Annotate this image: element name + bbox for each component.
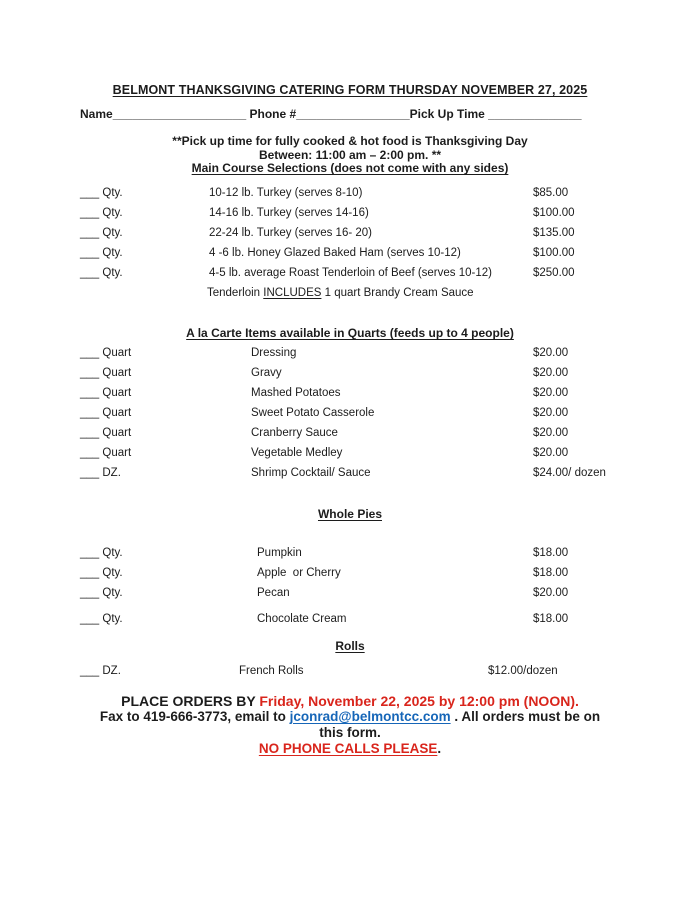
price-label: $20.00 [533,447,569,459]
item-label: French Rolls [239,665,304,677]
price-label: $12.00/dozen [488,665,558,677]
footer [0,693,700,757]
item-label: Gravy [251,367,282,379]
section-header-a-la-carte: A la Carte Items available in Quarts (feeds up to 4 people) [186,326,514,340]
pickup-notice-line-1: **Pick up time for fully cooked & hot food is Thanksgiving Day [172,134,528,148]
menu-row [0,223,700,243]
item-label: 14-16 lb. Turkey (serves 14-16) [209,207,369,219]
contact-line-continued: this form. [319,725,381,740]
price-label: $85.00 [533,187,569,199]
menu-row [0,563,700,583]
item-label: 10-12 lb. Turkey (serves 8-10) [209,187,363,199]
qty-blank: ___ Quart [80,367,132,379]
price-label: $18.00 [533,547,569,559]
tenderloin-note-post: 1 quart Brandy Cream Sauce [321,287,474,299]
menu-row [0,243,700,263]
qty-blank: ___ Quart [80,447,132,459]
menu-row [0,443,700,463]
menu-row [0,423,700,443]
item-label: Apple or Cherry [257,567,341,579]
qty-blank: ___ Qty. [80,207,123,219]
price-label: $18.00 [533,567,569,579]
rolls-rows [0,661,700,681]
phone-blank: _________________ [296,107,410,121]
item-label: 4 -6 lb. Honey Glazed Baked Ham (serves 10-12) [209,247,461,259]
contact-line [0,709,700,725]
menu-row [0,661,700,681]
price-label: $250.00 [533,267,575,279]
phone-label: Phone # [246,107,297,121]
section-header-rolls: Rolls [335,639,365,653]
order-deadline-date: Friday, November 22, 2025 by 12:00 pm (NOON). [259,693,579,709]
order-deadline-line [0,693,700,709]
contact-fields-line [80,107,640,121]
price-label: $20.00 [533,427,569,439]
name-label: Name [80,107,113,121]
order-deadline-label: PLACE ORDERS BY [121,693,260,709]
item-label: Shrimp Cocktail/ Sauce [251,467,371,479]
no-phone-calls-text: NO PHONE CALLS PLEASE [258,741,438,756]
tenderloin-note-includes: INCLUDES [263,287,322,299]
price-label: $20.00 [533,387,569,399]
name-blank: ____________________ [112,107,247,121]
menu-row [0,463,700,483]
price-label: $18.00 [533,613,569,625]
qty-blank: ___ Quart [80,427,132,439]
pickup-time-blank: ______________ [488,107,582,121]
main-course-rows [0,183,700,283]
price-label: $20.00 [533,587,569,599]
item-label: 4-5 lb. average Roast Tenderloin of Beef (serves 10-12) [209,267,492,279]
qty-blank: ___ Qty. [80,567,123,579]
item-label: Vegetable Medley [251,447,343,459]
item-label: Mashed Potatoes [251,387,341,399]
no-phone-calls-line [0,741,700,757]
section-header-main-course: Main Course Selections (does not come with any sides) [191,161,509,175]
price-label: $100.00 [533,207,575,219]
menu-row [0,343,700,363]
item-label: Cranberry Sauce [251,427,338,439]
tenderloin-note [207,286,687,300]
item-label: Sweet Potato Casserole [251,407,375,419]
menu-row [0,263,700,283]
no-phone-calls-period: . [437,741,442,756]
menu-row [0,183,700,203]
qty-blank: ___ Qty. [80,547,123,559]
menu-row [0,363,700,383]
menu-row [0,543,700,563]
menu-row [0,203,700,223]
price-label: $135.00 [533,227,575,239]
qty-blank: ___ Qty. [80,247,123,259]
qty-blank: ___ DZ. [80,665,121,677]
a-la-carte-rows [0,343,700,483]
item-label: Pumpkin [257,547,302,559]
tenderloin-note-pre: Tenderloin [207,287,264,299]
contact-line-tail: . All orders must be on [450,709,601,724]
price-label: $100.00 [533,247,575,259]
qty-blank: ___ Quart [80,387,132,399]
menu-row [0,609,700,629]
qty-blank: ___ Quart [80,347,132,359]
form-title: BELMONT THANKSGIVING CATERING FORM THURSDAY NOVEMBER 27, 2025 [112,83,588,97]
qty-blank: ___ Qty. [80,613,123,625]
price-label: $20.00 [533,367,569,379]
menu-row [0,403,700,423]
price-label: $20.00 [533,347,569,359]
price-label: $20.00 [533,407,569,419]
qty-blank: ___ DZ. [80,467,121,479]
pickup-time-label: Pick Up Time [409,107,489,121]
qty-blank: ___ Qty. [80,587,123,599]
whole-pies-rows [0,543,700,629]
fax-email-text: Fax to 419-666-3773, email to [99,709,290,724]
email-link[interactable]: jconrad@belmontcc.com [289,709,451,724]
qty-blank: ___ Qty. [80,267,123,279]
item-label: Chocolate Cream [257,613,347,625]
price-label: $24.00/ dozen [533,467,606,479]
menu-row [0,583,700,603]
section-header-whole-pies: Whole Pies [317,507,382,521]
item-label: Dressing [251,347,297,359]
item-label: 22-24 lb. Turkey (serves 16- 20) [209,227,372,239]
menu-row [0,383,700,403]
item-label: Pecan [257,587,290,599]
qty-blank: ___ Quart [80,407,132,419]
qty-blank: ___ Qty. [80,227,123,239]
pickup-notice-line-2: Between: 11:00 am – 2:00 pm. ** [258,148,442,162]
qty-blank: ___ Qty. [80,187,123,199]
